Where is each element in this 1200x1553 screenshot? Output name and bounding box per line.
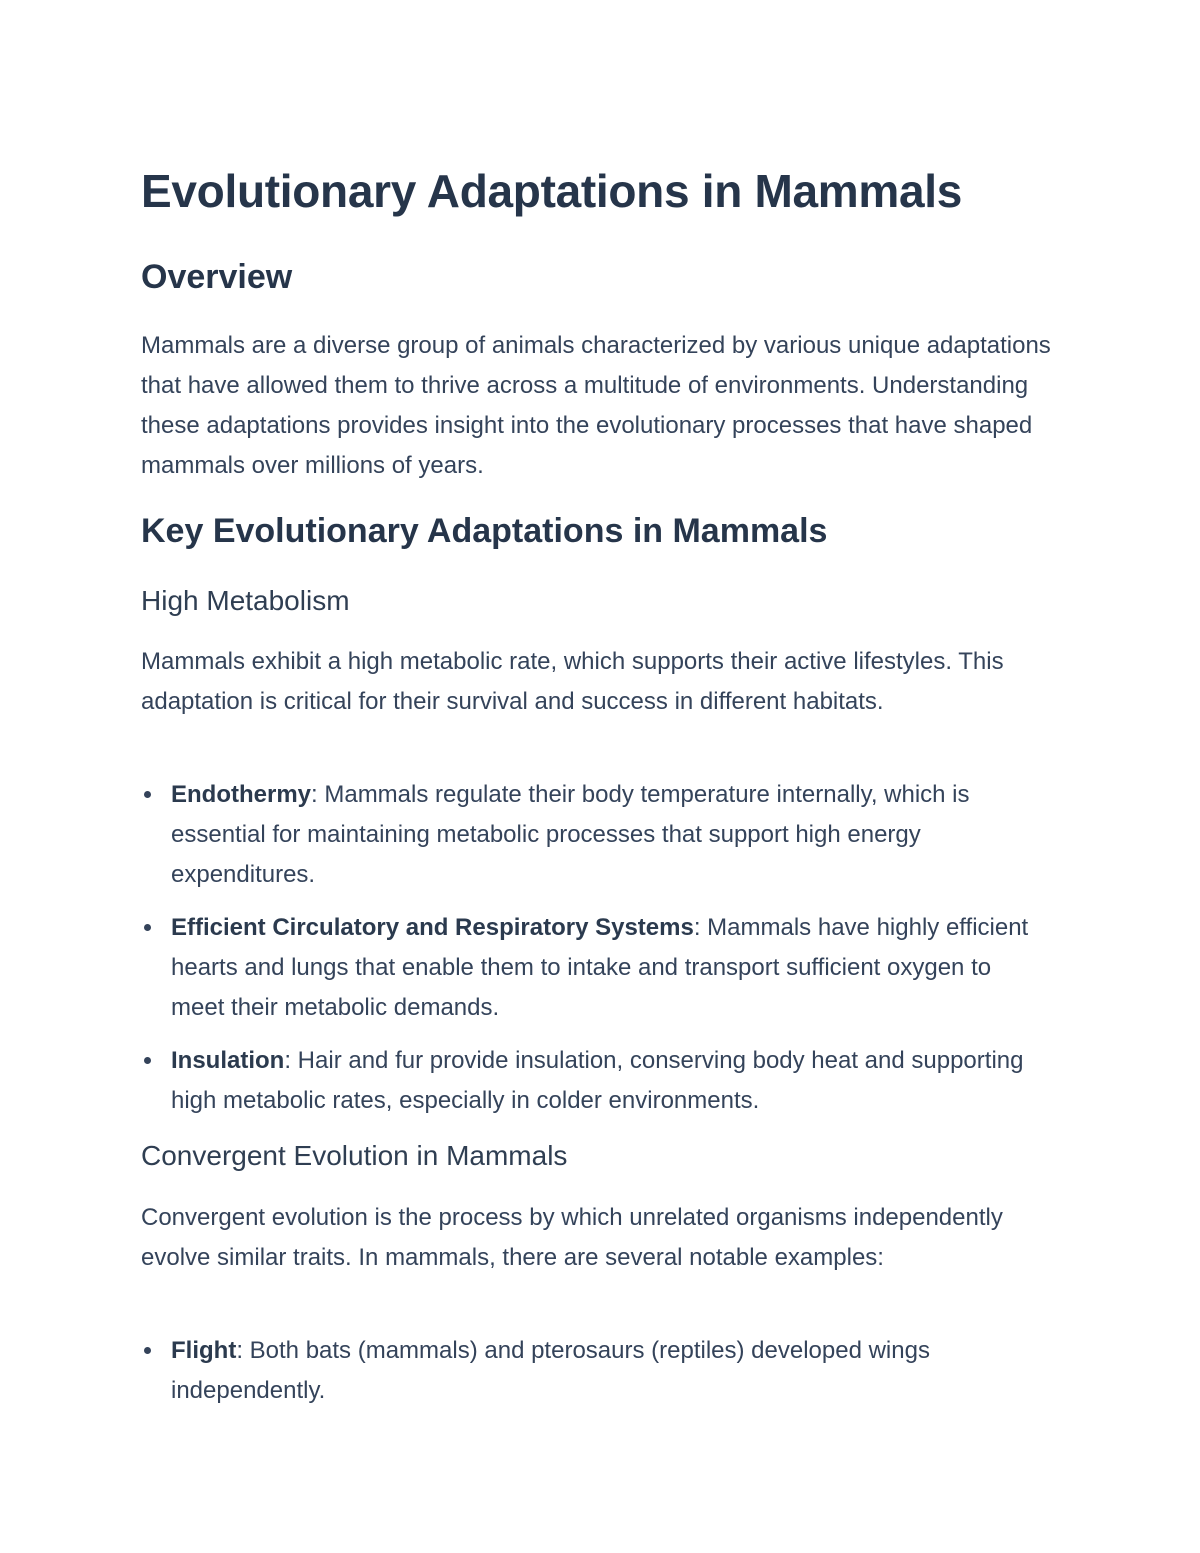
- list-item-text: : Mammals regulate their body temperature internally, which is essential for maintaining metabolic processes that support high energy expenditures.: [171, 781, 970, 888]
- convergent-evolution-heading: Convergent Evolution in Mammals: [141, 1140, 568, 1171]
- list-item-text: : Mammals have highly efficient hearts and lungs that enable them to intake and transport sufficient oxygen to meet their metabolic demands.: [171, 914, 1029, 1021]
- overview-heading: Overview: [141, 258, 293, 296]
- document-title: Evolutionary Adaptations in Mammals: [141, 165, 963, 217]
- bullet-icon: [144, 1347, 151, 1354]
- list-item-term: Flight: [171, 1337, 237, 1364]
- high-metabolism-list: [141, 775, 1051, 1134]
- list-item-circulatory: [141, 908, 1051, 1028]
- list-item-term: Endothermy: [171, 781, 312, 808]
- list-item-insulation: [141, 1041, 1051, 1121]
- overview-paragraph: Mammals are a diverse group of animals characterized by various unique adaptations that have allowed them to thrive across a multitude of environments. Understanding these adaptations provides insight into the evolutionary processes that have shaped mammals over millions of years.: [141, 332, 1051, 479]
- list-item-text: : Both bats (mammals) and pterosaurs (reptiles) developed wings independently.: [171, 1337, 930, 1404]
- convergent-evolution-list: [141, 1331, 1051, 1424]
- convergent-evolution-paragraph: Convergent evolution is the process by which unrelated organisms independently evolve similar traits. In mammals, there are several notable examples:: [141, 1204, 1003, 1271]
- list-item-flight: [141, 1331, 1051, 1411]
- bullet-icon: [144, 1057, 151, 1064]
- bullet-icon: [144, 791, 151, 798]
- list-item-term: Insulation: [171, 1047, 285, 1074]
- high-metabolism-paragraph: Mammals exhibit a high metabolic rate, which supports their active lifestyles. This adaptation is critical for their survival and success in different habitats.: [141, 648, 1004, 715]
- list-item-term: Efficient Circulatory and Respiratory Systems: [171, 914, 694, 941]
- list-item-endothermy: [141, 775, 1051, 895]
- bullet-icon: [144, 924, 151, 931]
- high-metabolism-heading: High Metabolism: [141, 585, 350, 616]
- key-adaptations-heading: Key Evolutionary Adaptations in Mammals: [141, 512, 828, 550]
- list-item-text: : Hair and fur provide insulation, conserving body heat and supporting high metabolic rates, especially in colder environments.: [171, 1047, 1024, 1114]
